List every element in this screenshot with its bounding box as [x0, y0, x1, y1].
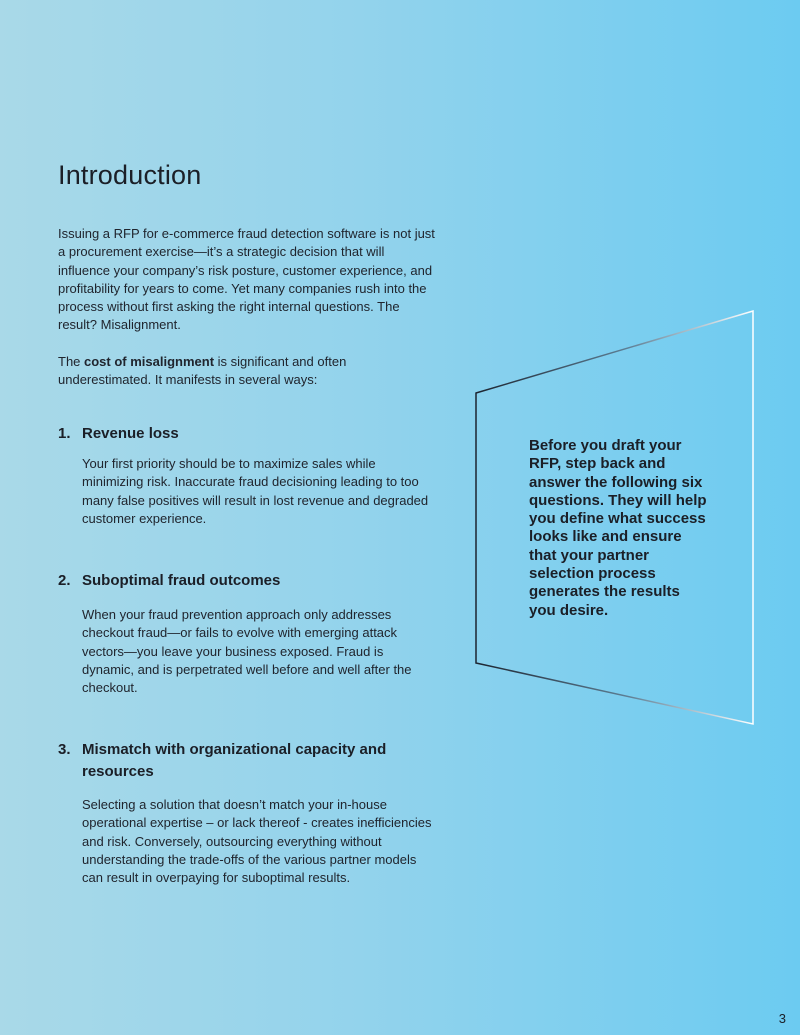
list-item-number: 3. — [58, 741, 71, 758]
list-item-body: Your first priority should be to maximize sales while minimizing risk. Inaccurate fraud decisioning leading to too many false positives will result in lost revenue and degraded customer experience. — [82, 456, 429, 526]
list-item-title: Suboptimal fraud outcomes — [82, 572, 281, 589]
list-item-heading — [58, 739, 412, 782]
list-item-heading — [58, 570, 412, 592]
page-title: Introduction — [58, 160, 202, 190]
misalignment-suffix: is significant and often underestimated. It manifests in several ways: — [58, 354, 347, 388]
list-item-title: Mismatch with organizational capacity and resources — [82, 741, 387, 780]
list-item-number: 2. — [58, 572, 71, 589]
callout-text: Before you draft your RFP, step back and answer the following six questions. They will help you define what success looks like and ensure that your partner selection process generates the results you desire. — [529, 437, 707, 619]
misalignment-paragraph — [58, 353, 438, 390]
list-item-body: Selecting a solution that doesn’t match your in-house operational expertise – or lack thereof - creates inefficiencies and risk. Conversely, outsourcing everything without understanding the trade-offs of the various partner models can result in overpaying for suboptimal results. — [82, 797, 432, 886]
misalignment-emphasis: cost of misalignment — [84, 354, 215, 369]
page-number: 3 — [778, 1011, 786, 1026]
intro-paragraph: Issuing a RFP for e-commerce fraud detection software is not just a procurement exercise—it’s a strategic decision that will influence your company’s risk posture, customer experience, and profitability for years to come. Yet many companies rush into the process without first asking the right internal questions. The result? Misalignment. — [58, 226, 435, 333]
misalignment-prefix: The — [58, 354, 85, 369]
list-item-heading — [58, 423, 412, 445]
list-item-number: 1. — [58, 425, 71, 442]
list-item-title: Revenue loss — [82, 425, 179, 442]
list-item-body: When your fraud prevention approach only addresses checkout fraud—or fails to evolve with emerging attack vectors—you leave your business exposed. Fraud is dynamic, and is perpetrated well before and well after the checkout. — [82, 607, 412, 696]
